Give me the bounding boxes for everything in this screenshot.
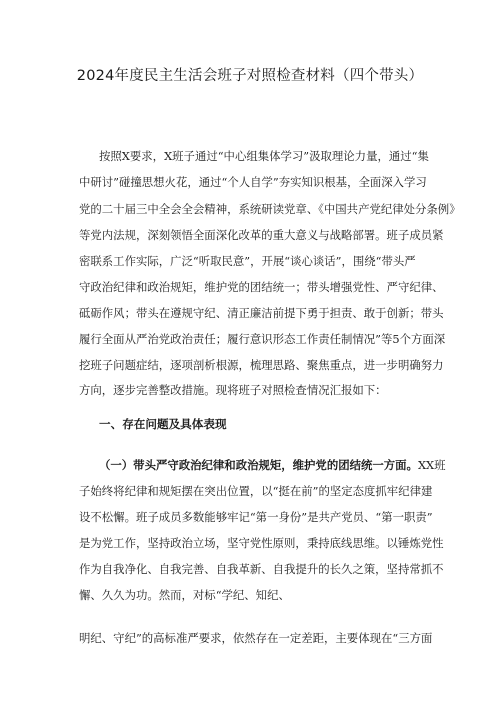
subsection-heading: （一）带头严守政治纪律和政治规矩，维护党的团结统一方面。 bbox=[99, 458, 418, 472]
intro-line-6: 守政治纪律和政治规矩，维护党的团结统一；带头增强党性、严守纪律、 bbox=[79, 280, 444, 294]
intro-line-2: 中研讨”碰撞思想火花，通过“个人自学”夯实知识根基，全面深入学习 bbox=[79, 175, 427, 189]
section-heading: 一、存在问题及具体表现 bbox=[99, 417, 227, 431]
subsection-line-6: 懈、久久为功。然而，对标“学纪、知纪、 bbox=[79, 588, 290, 602]
intro-line-4: 等党内法规，深刻领悟全面深化改革的重大意义与战略部署。班子成员紧 bbox=[79, 228, 444, 242]
intro-line-3: 党的二十届三中全会全会精神，系统研读党章、《中国共产党纪律处分条例》 bbox=[79, 202, 461, 216]
intro-line-5: 密联系工作实际，广泛“听取民意”，开展“谈心谈话”，围绕“带头严 bbox=[79, 254, 416, 268]
intro-line-10: 方向，逐步完善整改措施。现将班子对照检查情况汇报如下： bbox=[79, 383, 387, 397]
subsection-line-2: 子始终将纪律和规矩摆在突出位置，以“挺在前”的坚定态度抓牢纪律建 bbox=[79, 484, 433, 498]
continuation-line: 明纪、守纪”的高标准严要求，依然存在一定差距，主要体现在“三方面 bbox=[79, 631, 433, 645]
intro-line-9: 挖班子问题症结，逐项剖析根源，梳理思路、聚焦重点，进一步明确努力 bbox=[79, 358, 444, 372]
intro-line-1: 按照X要求，X班子通过“中心组集体学习”汲取理论力量，通过“集 bbox=[99, 149, 429, 163]
intro-line-7: 砥砺作风；带头在遵规守纪、清正廉洁前提下勇于担责、敢于创新；带头 bbox=[79, 306, 444, 320]
subsection-line-3: 设不松懈。班子成员多数能够牢记“第一身份”是共产党员、“第一职责” bbox=[79, 510, 433, 524]
subsection-first-line bbox=[99, 457, 446, 473]
subsection-lead-rest: XX班 bbox=[417, 458, 446, 472]
intro-line-8: 履行全面从严治党政治责任；履行意识形态工作责任制情况”等5个方面深 bbox=[79, 332, 446, 346]
subsection-line-5: 作为自我净化、自我完善、自我革新、自我提升的长久之策，坚持常抓不 bbox=[79, 562, 444, 576]
document-title: 2024年度民主生活会班子对照检查材料（四个带头） bbox=[76, 68, 424, 84]
subsection-line-4: 是为党工作，坚持政治立场，坚守党性原则，秉持底线思维。以锤炼党性 bbox=[79, 536, 444, 550]
